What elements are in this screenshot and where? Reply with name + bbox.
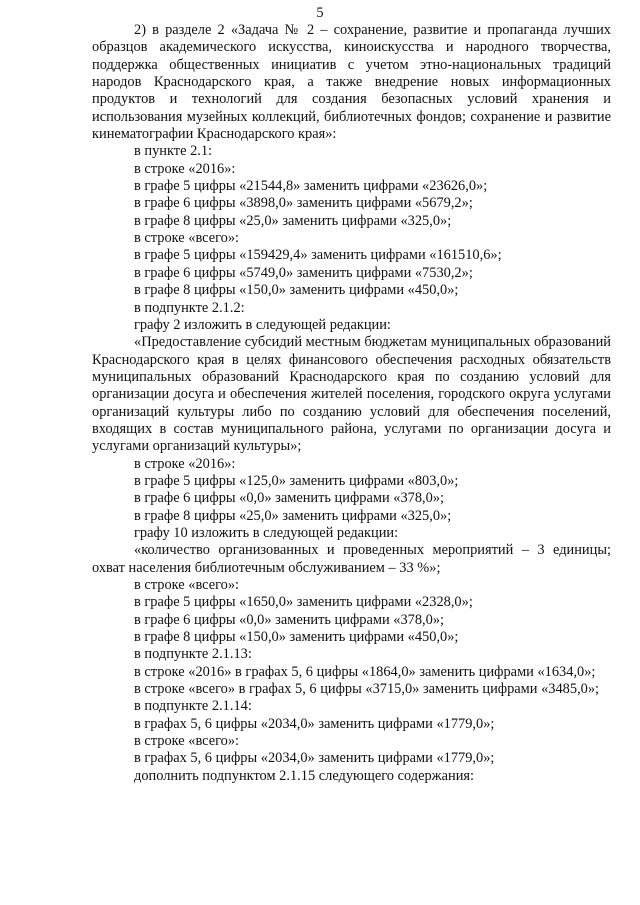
paragraph-col-6: в графе 6 цифры «5749,0» заменить цифрами «7530,2»;	[134, 264, 473, 281]
paragraph-row-2016-cols-5-6: в строке «2016» в графах 5, 6 цифры «1864,0» заменить цифрами «1634,0»;	[134, 663, 596, 680]
page-number: 5	[316, 5, 324, 21]
paragraph-subitem-2-1-2: в подпункте 2.1.2:	[134, 299, 245, 316]
paragraph-col-8: в графе 8 цифры «150,0» заменить цифрами «450,0»;	[134, 282, 459, 299]
paragraph-col-5: в графе 5 цифры «125,0» заменить цифрами «803,0»;	[134, 472, 459, 489]
paragraph-col-5: в графе 5 цифры «21544,8» заменить цифрами «23626,0»;	[134, 178, 488, 195]
paragraph-subitem-2-1-13: в подпункте 2.1.13:	[134, 646, 252, 663]
paragraph-row-total: в строке «всего»:	[134, 577, 240, 593]
paragraph-cols-5-6: в графах 5, 6 цифры «2034,0» заменить цифрами «1779,0»;	[134, 750, 495, 767]
paragraph-col-8: в графе 8 цифры «25,0» заменить цифрами «325,0»;	[134, 212, 452, 229]
paragraph-col-6: в графе 6 цифры «0,0» заменить цифрами «378,0»;	[134, 490, 445, 507]
document-body	[92, 22, 611, 785]
paragraph-col-8: в графе 8 цифры «25,0» заменить цифрами «325,0»;	[134, 507, 452, 524]
paragraph-row-2016: в строке «2016»:	[134, 455, 236, 472]
paragraph-col-5: в графе 5 цифры «1650,0» заменить цифрами «2328,0»;	[134, 594, 473, 611]
paragraph-row-total: в строке «всего»:	[134, 733, 240, 750]
paragraph-col-8: в графе 8 цифры «150,0» заменить цифрами «450,0»;	[134, 629, 459, 646]
paragraph-subitem-2-1-14: в подпункте 2.1.14:	[134, 698, 252, 715]
paragraph-subsidy-text: «Предоставление субсидий местным бюджетам муниципальных образований Краснодарского края в целях финансового обеспечения расходных обязательств муниципальных образований Краснодарского края по созданию условий для организации досуга и обеспечения жителей поселения, городского округа услугами организаций культуры либо по созданию условий для обеспечения поселений, входящих в состав муниципального района, услугами по организации досуга и услугами организаций культуры»;	[92, 334, 611, 455]
paragraph-add-subitem-2-1-15: дополнить подпунктом 2.1.15 следующего содержания:	[134, 767, 475, 784]
paragraph-cols-5-6: в графах 5, 6 цифры «2034,0» заменить цифрами «1779,0»;	[134, 715, 495, 732]
paragraph-col-2-instruction: графу 2 изложить в следующей редакции:	[134, 316, 391, 333]
paragraph-col-10-instruction: графу 10 изложить в следующей редакции:	[134, 524, 399, 541]
paragraph-events-count: «количество организованных и проведенных мероприятий – 3 единицы; охват населения библиотечным обслуживанием – 33 %»;	[92, 542, 611, 576]
paragraph-row-total-cols-5-6: в строке «всего» в графах 5, 6 цифры «3715,0» заменить цифрами «3485,0»;	[134, 681, 600, 698]
paragraph-col-5: в графе 5 цифры «159429,4» заменить цифрами «161510,6»;	[134, 247, 502, 264]
paragraph-col-6: в графе 6 цифры «3898,0» заменить цифрами «5679,2»;	[134, 195, 473, 212]
paragraph-task-2-intro: 2) в разделе 2 «Задача № 2 – сохранение, развитие и пропаганда лучших образцов академического искусства, киноискусства и народного творчества, поддержка общественных инициатив с учетом этно-национальных традиций народов Краснодарского края, а также внедрение новых информационных продуктов и технологий для создания безопасных условий хранения и использования музейных коллекций, библиотечных фондов; сохранение и развитие кинематографии Краснодарского края»:	[92, 22, 611, 143]
paragraph-col-6: в графе 6 цифры «0,0» заменить цифрами «378,0»;	[134, 611, 445, 628]
paragraph-row-total: в строке «всего»:	[134, 230, 240, 247]
paragraph-row-2016: в строке «2016»:	[134, 160, 236, 177]
paragraph-item-2-1: в пункте 2.1:	[134, 143, 213, 160]
